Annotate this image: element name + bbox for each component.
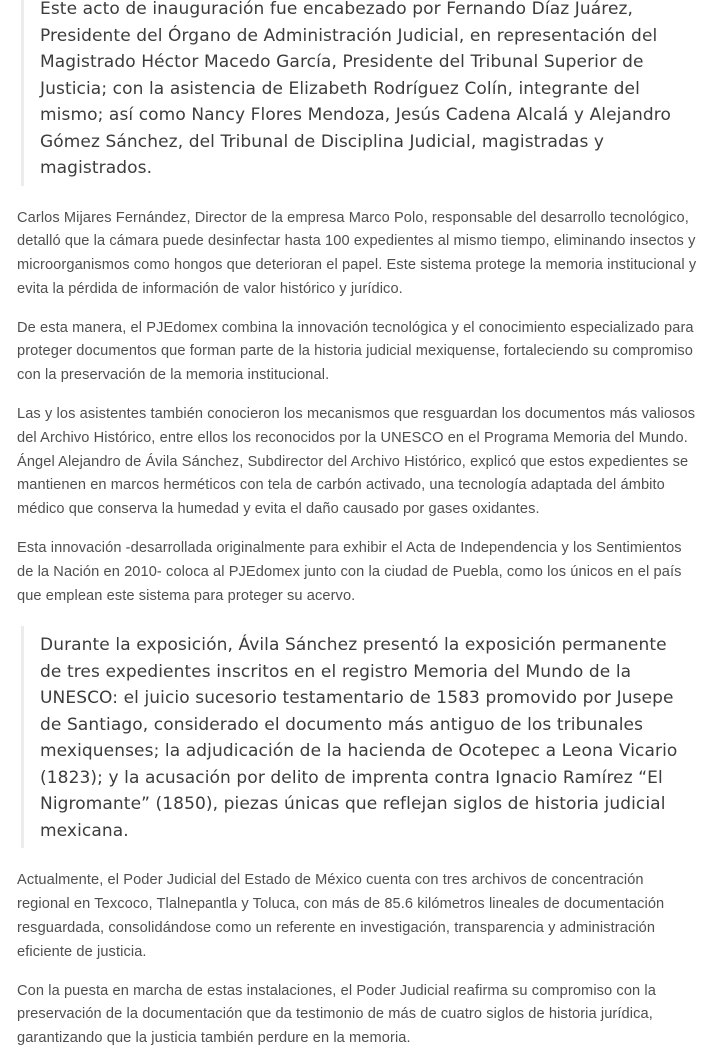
paragraph: Con la puesta en marcha de estas instalaciones, el Poder Judicial reafirma su compromiso con la preservación de la documentación que da testimonio de más de cuatro siglos de historia jurídica, garantizando que la justicia también perdure en la memoria. [17, 982, 656, 1047]
paragraph: Las y los asistentes también conocieron los mecanismos que resguardan los documentos más valiosos del Archivo Histórico, entre ellos los reconocidos por la UNESCO en el Programa Memoria del Mundo. Ángel Alejandro de Ávila Sánchez, Subdirector del Archivo Histórico, explicó que estos expedientes se mantienen en marcos herméticos con tela de carbón activado, una tecnología adaptada del ámbito médico que conserva la humedad y evita el daño causado por gases oxidantes. [17, 406, 696, 518]
paragraph: Esta innovación -desarrollada originalmente para exhibir el Acta de Independencia y los Sentimientos de la Nación en 2010- coloca al PJEdomex junto con la ciudad de Puebla, como los únicos en el país que emplean este sistema para proteger su acervo. [17, 540, 682, 604]
pull-quote [21, 0, 697, 186]
pull-quote [21, 626, 697, 848]
pull-quote-text: Durante la exposición, Ávila Sánchez presentó la exposición permanente de tres expedientes inscritos en el registro Memoria del Mundo de la UNESCO: el juicio sucesorio testamentario de 1583 promovido por Jusepe de Santiago, considerado el documento más antiguo de los tribunales mexiquenses; la adjudicación de la hacienda de Ocotepec a Leona Vicario (1823); y la acusación por delito de imprenta contra Ignacio Ramírez “El Nigromante” (1850), piezas únicas que reflejan siglos de historia judicial mexicana. [40, 635, 678, 841]
pull-quote-text: Este acto de inauguración fue encabezado por Fernando Díaz Juárez, Presidente del Órgano de Administración Judicial, en representación del Magistrado Héctor Macedo García, Presidente del Tribunal Superior de Justicia; con la asistencia de Elizabeth Rodríguez Colín, integrante del mismo; así como Nancy Flores Mendoza, Jesús Cadena Alcalá y Alejandro Gómez Sánchez, del Tribunal de Disciplina Judicial, magistradas y magistrados. [40, 0, 672, 178]
paragraph: Carlos Mijares Fernández, Director de la empresa Marco Polo, responsable del desarrollo tecnológico, detalló que la cámara puede desinfectar hasta 100 expedientes al mismo tiempo, eliminando insectos y microorganismos como hongos que deterioran el papel. Este sistema protege la memoria institucional y evita la pérdida de información de valor histórico y jurídico. [17, 209, 697, 297]
paragraph: Actualmente, el Poder Judicial del Estado de México cuenta con tres archivos de concentración regional en Texcoco, Tlalnepantla y Toluca, con más de 85.6 kilómetros lineales de documentación resguardada, consolidándose como un referente en investigación, transparencia y administración eficiente de justicia. [17, 872, 665, 960]
paragraph: De esta manera, el PJEdomex combina la innovación tecnológica y el conocimiento especializado para proteger documentos que forman parte de la historia judicial mexiquense, fortaleciendo su compromiso con la preservación de la memoria institucional. [17, 319, 694, 384]
